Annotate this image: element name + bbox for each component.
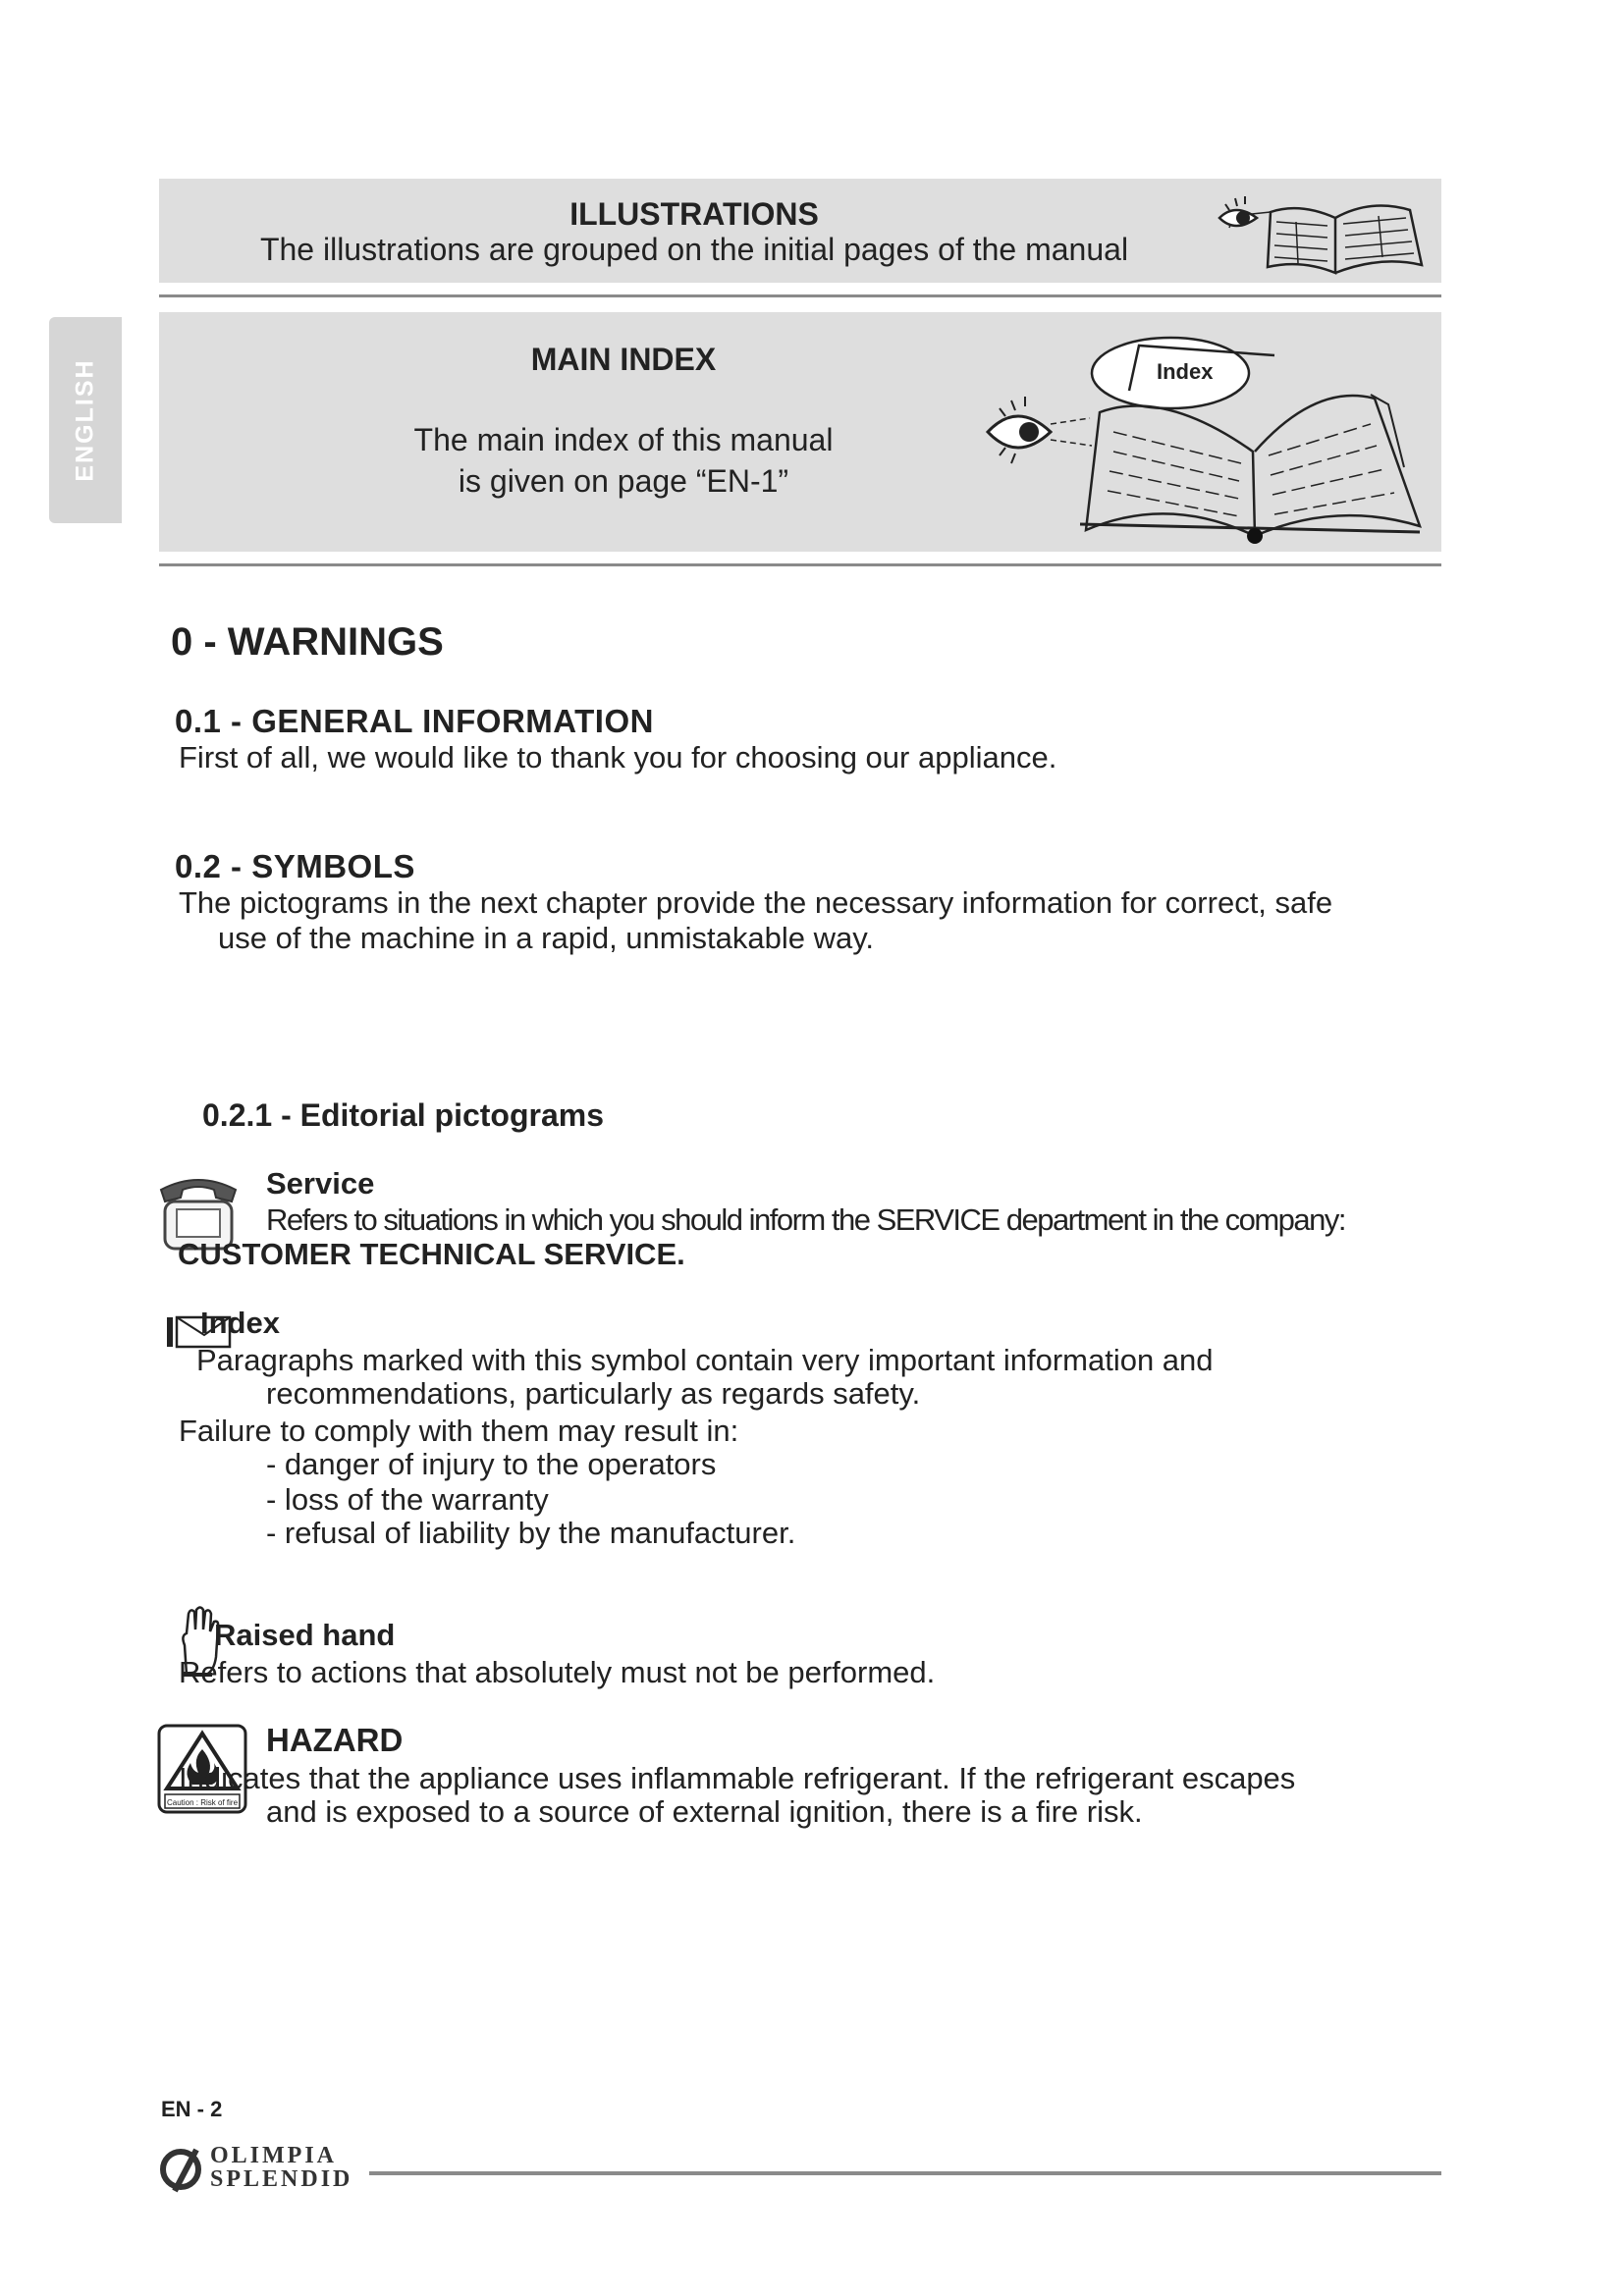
symbols-heading: 0.2 - SYMBOLS [175, 848, 415, 884]
page-number: EN - 2 [161, 2097, 223, 2121]
hazard-title: HAZARD [266, 1722, 404, 1758]
eye-icon [1219, 196, 1257, 226]
raised-hand-title: Raised hand [214, 1618, 396, 1652]
main-index-text-line1: The main index of this manual [413, 422, 834, 457]
language-tab [49, 317, 122, 523]
olimpia-logo-icon [157, 2142, 212, 2197]
hazard-text-line1: Indicates that the appliance uses inflammable refrigerant. If the refrigerant escapes [179, 1761, 1296, 1795]
index-bubble-label: Index [1157, 359, 1214, 384]
illustrations-text: The illustrations are grouped on the initial pages of the manual [259, 232, 1129, 267]
illustrations-title: ILLUSTRATIONS [569, 196, 819, 232]
index-text-line1: Paragraphs marked with this symbol contain very important information and [196, 1343, 1214, 1377]
divider [159, 294, 1441, 297]
logo-line1: OLIMPIA [210, 2143, 337, 2168]
logo-line2: SPLENDID [210, 2166, 353, 2192]
service-dept: CUSTOMER TECHNICAL SERVICE. [178, 1237, 685, 1271]
list-item: - loss of the warranty [266, 1482, 549, 1517]
editorial-heading: 0.2.1 - Editorial pictograms [202, 1097, 604, 1133]
raised-hand-text: Refers to actions that absolutely must not be performed. [179, 1655, 936, 1689]
logo-wordmark [210, 2144, 352, 2191]
index-text-line2: recommendations, particularly as regards safety. [266, 1376, 921, 1411]
eye-icon [988, 397, 1092, 463]
footer-divider [369, 2171, 1441, 2175]
general-information-heading: 0.1 - GENERAL INFORMATION [175, 703, 654, 739]
list-item: - refusal of liability by the manufacturer. [266, 1516, 796, 1550]
hazard-text-line2: and is exposed to a source of external ignition, there is a fire risk. [266, 1794, 1143, 1829]
service-text: Refers to situations in which you should inform the SERVICE department in the company: [266, 1202, 1345, 1237]
symbols-text-line1: The pictograms in the next chapter provide the necessary information for correct, safe [179, 885, 1333, 920]
service-title: Service [266, 1166, 375, 1201]
divider [159, 563, 1441, 566]
index-text-line3: Failure to comply with them may result in: [179, 1414, 739, 1448]
fire-hazard-caption: Caution : Risk of fire [166, 1798, 239, 1807]
main-index-title: MAIN INDEX [530, 342, 717, 377]
language-tab-label: ENGLISH [71, 358, 99, 482]
index-title: Index [200, 1306, 280, 1340]
general-information-text: First of all, we would like to thank you for choosing our appliance. [179, 740, 1057, 774]
main-index-text-line2: is given on page “EN-1” [458, 463, 789, 499]
symbols-text-line2: use of the machine in a rapid, unmistakable way. [218, 921, 875, 955]
list-item: - danger of injury to the operators [266, 1447, 717, 1481]
index-book-icon [982, 330, 1434, 544]
open-book-icon [1214, 188, 1439, 277]
warnings-heading: 0 - WARNINGS [171, 620, 444, 664]
